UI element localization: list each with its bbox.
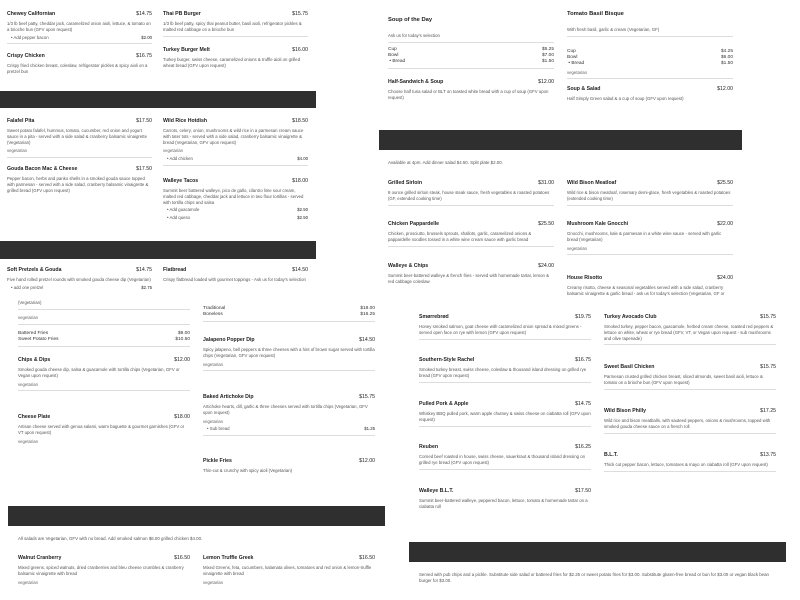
menu-item: [163, 178, 308, 221]
item-price: $16.75: [575, 357, 591, 363]
price-row: • Bread $1.50: [388, 58, 554, 64]
item-desc: Turkey burger, swiss cheese, caramelized onions & truffle aioli on grilled wheat bread (GFV upon request): [163, 57, 301, 68]
menu-item: [163, 118, 308, 166]
price-row: Boneless $16.25: [203, 312, 375, 317]
item-name: Jalapeno Popper Dip: [203, 337, 255, 343]
menu-item: [604, 314, 776, 345]
menu-item: [419, 401, 591, 427]
item-price: $25.50: [717, 180, 733, 186]
item-price: $18.50: [292, 118, 308, 124]
section-header-bar: [8, 506, 385, 526]
diet-tag: vegetarian: [203, 361, 224, 367]
diet-tag: vegetarian: [203, 579, 224, 585]
section-header-bar: [409, 542, 786, 562]
menu-item: [419, 444, 591, 470]
divider: [419, 339, 591, 340]
diet-tag: vegetarian: [7, 148, 28, 154]
price-row: Battered Fries $9.00: [18, 330, 190, 336]
item-price: $16.50: [174, 555, 190, 561]
item-price: $16.00: [292, 47, 308, 53]
price-row: Bowl $7.00: [388, 52, 554, 58]
addon: • Add queso $2.50: [167, 215, 308, 221]
item-desc: Wild rice and bison meatballs, with sauteed peppers, onions & mushrooms, topped with smoked gouda cheese sauce on a french roll: [604, 418, 771, 429]
item-desc: Parmesan crusted grilled chicken breast, sliced almonds, sweet basil aioli, lettuce & tomato on a brioche bun (GFV upon request): [604, 374, 763, 385]
diet-tag: vegetarian: [203, 418, 224, 424]
item-price: $14.50: [292, 267, 308, 273]
divider: [163, 36, 308, 37]
divider: [203, 321, 375, 322]
divider: [567, 78, 733, 79]
addon: • Sub bread $1.25: [207, 426, 375, 432]
item-name: Walleye Tacos: [163, 178, 199, 184]
item-desc: Chicken, prosciutto, brussels sprouts, shallots, garlic, caramelized onions & pappardelle noodles tossed in a white wine cream sauce with garlic bread: [388, 231, 532, 242]
diet-tag: vegetarian: [18, 314, 39, 320]
item-desc: Thin-cut & crunchy with spicy aioli (Vegetarian): [203, 468, 293, 474]
item-desc: Summit beer-battered walleye, peppered bacon, lettuce, tomato & homemade tartar on a ciabatta roll: [419, 498, 588, 509]
item-desc: Half Simply Green salad & a cup of soup (GFV upon request): [567, 96, 684, 102]
price-row: Sweet Potato Fries $10.50: [18, 336, 190, 342]
menu-item: [604, 408, 776, 434]
item-desc: 1/3 lb beef patty, cheddar jack, caramelized onion aioli, lettuce, & tomato on a brioche bun (GFV upon request): [7, 21, 151, 32]
item-name: Turkey Avocado Club: [604, 314, 657, 320]
divider: [604, 433, 776, 434]
menu-item: [203, 555, 375, 585]
item-price: $31.00: [538, 180, 554, 186]
item-name: Thai PB Burger: [163, 11, 201, 17]
menu-item: [18, 414, 190, 444]
item-desc: 1/3 lb beef patty, spicy thai peanut butter, basil aioli, refrigerator pickles & malted red cabbage on a brioche bun: [163, 21, 302, 32]
item-name: Grilled Sirloin: [388, 180, 423, 186]
divider: [604, 471, 776, 472]
menu-item: [7, 53, 152, 75]
item-price: $14.75: [136, 267, 152, 273]
menu-item: [163, 11, 308, 37]
item-name: Pulled Pork & Apple: [419, 401, 469, 407]
divider: [7, 157, 152, 158]
item-price: $15.75: [760, 364, 776, 370]
menu-item: [18, 357, 190, 391]
item-desc: Honey smoked salmon, goat cheese with caramelized onion spread & mixed greens - served open face on rye with lemon (GFV upon request): [419, 324, 582, 335]
divider: [567, 254, 733, 255]
diet-tag: vegetarian: [163, 148, 184, 154]
item-name: Wild Bison Philly: [604, 408, 647, 414]
section-header-bar: [0, 241, 316, 259]
item-name: Smørrebrød: [419, 314, 449, 320]
divider: [419, 426, 591, 427]
menu-item: [163, 47, 308, 69]
divider: [567, 205, 733, 206]
menu-item: [419, 357, 591, 383]
item-price: $15.75: [292, 11, 308, 17]
item-desc: Carrots, celery, onion, mushrooms & wild rice in a parmesan cream sauce with tater tots - served with a side salad, cranberry balsamic vinaigrette & bread (Vegetarian, GFV upon request): [163, 128, 304, 145]
addon: • add one pretzel $2.75: [11, 284, 152, 290]
item-desc: Pepper bacon, herbs and panko shells in a smoked gouda sauce topped with parmesan - served with a side salad, cranberry balsamic vinaigrette & grilled bread (GFV upon request): [7, 176, 149, 193]
soup-note: With fresh basil, garlic & cream (Vegetarian, GF): [567, 26, 660, 32]
menu-item: [567, 86, 733, 102]
item-desc: Gnocchi, mushrooms, kale & parmesan in a white wine sauce - served with garlic bread (Vegetarian): [567, 231, 722, 242]
divider: [604, 389, 776, 390]
menu-item: [419, 488, 591, 510]
divider: [388, 205, 554, 206]
soup-block: [388, 17, 554, 69]
menu-item: [7, 118, 152, 158]
soup-title: Tomato Basil Bisque: [567, 11, 624, 17]
divider: [203, 370, 375, 371]
item-price: $25.50: [538, 221, 554, 227]
divider: [604, 344, 776, 345]
item-name: Half-Sandwich & Soup: [388, 79, 444, 85]
menu-item: [7, 166, 152, 193]
item-desc: Wild rice & bison meatloaf, rosemary demi-glace, fresh vegetables & roasted potatoes (extended cooking time): [567, 190, 731, 201]
item-desc: Summit beer battered walleye, pico de gallo, cilantro lime sour cream, malted red cabbage, cheddar jack and lettuce in two flour tortillas - served with tortilla chips and salsa: [163, 188, 304, 205]
divider: [18, 390, 190, 391]
item-name: Wild Bison Meatloaf: [567, 180, 617, 186]
item-desc: Choose half tuna salad or BLT on toasted white bread with a cup of soup (GFV upon request): [388, 89, 549, 100]
item-desc: Whiskey BBQ pulled pork, warm apple chutney & swiss cheese on ciabatta roll (GFV upon request): [419, 411, 591, 422]
menu-item: [388, 79, 554, 101]
diet-tag: vegetarian: [18, 579, 39, 585]
item-name: Chicken Pappardelle: [388, 221, 440, 227]
divider: [419, 382, 591, 383]
diet-tag: vegetarian: [18, 381, 39, 387]
divider: [18, 309, 190, 310]
item-desc: Smoked turkey breast, swiss cheese, coleslaw & thousand island dressing on grilled rye bread (GFV upon request): [419, 367, 587, 378]
menu-item: [7, 267, 152, 291]
item-name: Soft Pretzels & Gouda: [7, 267, 62, 273]
item-desc: Crispy flatbread loaded with gourmet toppings - Ask us for today's selection: [163, 277, 306, 283]
item-price: $24.00: [717, 275, 733, 281]
menu-item: [604, 452, 776, 472]
item-name: Walnut Cranberry: [18, 555, 62, 561]
menu-item: [419, 314, 591, 340]
item-price: $16.75: [136, 53, 152, 59]
soup-note: Ask us for today's selection: [388, 32, 440, 38]
item-name: Reuben: [419, 444, 439, 450]
item-desc: Thick cut pepper bacon, lettuce, tomatoes & mayo on ciabatta roll (GFV upon request): [604, 462, 768, 468]
menu-item: [7, 11, 152, 44]
fries-block: [18, 300, 190, 347]
item-name: Walleye B.L.T.: [419, 488, 454, 494]
item-name: Sweet Basil Chicken: [604, 364, 655, 370]
item-desc: Corned beef roasted in house, swiss cheese, sauerkraut & thousand island dressing on grilled rye bread (GFV upon request): [419, 454, 586, 465]
salads-note: All salads are Vegetarian, GFV with no bread. Add smoked salmon $6.00 grilled chicken $4.00.: [18, 536, 203, 541]
item-price: $19.75: [575, 314, 591, 320]
menu-item: [203, 337, 375, 371]
item-price: $14.50: [359, 337, 375, 343]
item-name: Lemon Truffle Greek: [203, 555, 254, 561]
menu-item: [388, 180, 554, 206]
item-name: Crispy Chicken: [7, 53, 45, 59]
item-price: $14.75: [136, 11, 152, 17]
item-price: $12.00: [538, 79, 554, 85]
divider: [18, 324, 190, 325]
divider: [203, 435, 375, 436]
addon: • Add guacamole $2.50: [167, 207, 308, 213]
item-name: Chewey Californian: [7, 11, 56, 17]
item-price: $17.50: [136, 118, 152, 124]
item-name: House Risotto: [567, 275, 603, 281]
menu-item: [388, 221, 554, 247]
item-price: $17.50: [136, 166, 152, 172]
soup-block: [567, 11, 733, 79]
item-price: $12.00: [359, 458, 375, 464]
price-row: Bowl $6.00: [567, 54, 733, 60]
menu-item: [18, 555, 190, 585]
diet-tag: vegetarian: [567, 245, 588, 251]
item-name: Walleye & Chips: [388, 263, 429, 269]
item-desc: Mixed greens, spiced walnuts, dried cranberries and bleu cheese crumbles & cranberry balsamic vinaigrette with bread: [18, 565, 184, 576]
divider: [388, 68, 554, 69]
item-desc: Spicy jalapeno, bell peppers & three cheeses with a hint of brown sugar served with tortilla chips (Vegetarian, GFV upon request): [203, 347, 375, 358]
menu-item: [567, 180, 733, 206]
menu-item: [567, 275, 733, 297]
addon: • Add chicken $4.00: [167, 156, 308, 162]
item-desc: Smoked turkey, pepper bacon, guacamole, herbed cream cheese, roasted red peppers & lettuce on white, wheat or rye bread (GFV, VT, or Vegan upon request - sub mushrooms and olive tapenade): [604, 324, 774, 341]
item-name: Turkey Burger Melt: [163, 47, 210, 53]
item-desc: Creamy risotto, cheese & seasonal vegetables served with a side salad, cranberry balsamic vinaigrette & garlic bread - ask us for today's selection (Vegetarian, GF or: [567, 285, 725, 296]
item-desc: Artichoke hearts, dill, garlic & three cheeses served with tortilla chips (Vegetarian, GFV upon request): [203, 404, 368, 415]
divider: [7, 43, 152, 44]
item-name: Baked Artichoke Dip: [203, 394, 254, 400]
diet-tag: vegetarian: [18, 438, 39, 444]
diet-note: (Vegetarian): [18, 300, 42, 305]
wings-block: [203, 306, 375, 322]
item-name: Soup & Salad: [567, 86, 601, 92]
item-price: $15.75: [359, 394, 375, 400]
item-name: Falafel Pita: [7, 118, 35, 124]
dinner-note: Available at 4pm. Add dinner salad $4.50. Split plate $2.00.: [388, 160, 503, 165]
item-desc: Smoked gouda cheese dip, salsa & guacamole with tortilla chips (Vegetarian, GFV or Vegan upon request): [18, 367, 180, 378]
item-price: $22.00: [717, 221, 733, 227]
item-name: Flatbread: [163, 267, 187, 273]
divider: [388, 42, 554, 43]
section-header-bar: [379, 130, 742, 150]
item-price: $18.00: [174, 414, 190, 420]
divider: [567, 36, 733, 37]
item-price: $14.75: [575, 401, 591, 407]
item-price: $15.75: [760, 314, 776, 320]
menu-item: [203, 394, 375, 436]
soup-title: Soup of the Day: [388, 17, 433, 23]
item-name: Southern-Style Rachel: [419, 357, 475, 363]
price-row: Cup $5.25: [388, 46, 554, 52]
item-price: $17.25: [760, 408, 776, 414]
item-name: Chips & Dips: [18, 357, 51, 363]
item-name: Wild Rice Hotdish: [163, 118, 208, 124]
divider: [388, 246, 554, 247]
menu-item: [604, 364, 776, 390]
item-price: $17.50: [575, 488, 591, 494]
diet-tag: vegetarian: [567, 69, 588, 75]
item-desc: Five hand rolled pretzel rounds with smoked gouda cheese dip (Vegetarian): [7, 277, 151, 283]
price-row: Traditional $18.00: [203, 306, 375, 311]
divider: [419, 469, 591, 470]
section-header-bar: [0, 91, 316, 108]
item-price: $12.00: [717, 86, 733, 92]
item-price: $12.00: [174, 357, 190, 363]
item-name: Gouda Bacon Mac & Cheese: [7, 166, 78, 172]
item-desc: Sweet potato falafel, hummus, tomato, cucumber, red onion and yogurt sauce in a pita - served with a side salad & cranberry balsamic vinaigrette (Vegetarian): [7, 128, 147, 145]
addon: • Add pepper bacon $2.00: [11, 34, 152, 40]
divider: [163, 165, 308, 166]
item-name: Mushroom Kale Gnocchi: [567, 221, 629, 227]
item-price: $13.75: [760, 452, 776, 458]
item-price: $18.00: [292, 178, 308, 184]
menu-item: [203, 458, 375, 474]
divider: [18, 346, 190, 347]
item-price: $24.00: [538, 263, 554, 269]
price-row: Cup $4.25: [567, 48, 733, 54]
item-desc: Summit beer-battered walleye & french fries - served with homemade tartar, lemon & red cabbage coleslaw: [388, 273, 549, 284]
item-desc: Mixed Greens, feta, cucumbers, kalamata olives, tomatoes and red onion & lemon-truffle vinaigrette with bread: [203, 565, 372, 576]
price-row: • Bread $1.50: [567, 60, 733, 66]
item-desc: Artisan cheese served with genoa salami, warm baguette & gourmet garnishes (GFV or VT upon request): [18, 424, 185, 435]
menu-item: [567, 221, 733, 255]
item-name: Cheese Plate: [18, 414, 51, 420]
item-price: $16.25: [575, 444, 591, 450]
sides-note: Served with pub chips and a pickle. Substitute side salad or battered fries for $2.25 or sweet potato fries for $3.00. Substitute gluten-free bread or bun for $3.00 or vegan black bean burger for $3.00.: [419, 572, 769, 584]
item-name: B.L.T.: [604, 452, 618, 458]
item-price: $16.50: [359, 555, 375, 561]
item-name: Pickle Fries: [203, 458, 232, 464]
menu-item: [388, 263, 554, 285]
menu-item: [163, 267, 308, 283]
item-desc: Crispy fried chicken breast, coleslaw, refrigerator pickles & spicy aioli on a pretzel bun: [7, 63, 148, 74]
item-desc: 8 ounce grilled sirloin steak, house steak sauce, fresh vegetables & roasted potatoes (GF, extended cooking time): [388, 190, 550, 201]
